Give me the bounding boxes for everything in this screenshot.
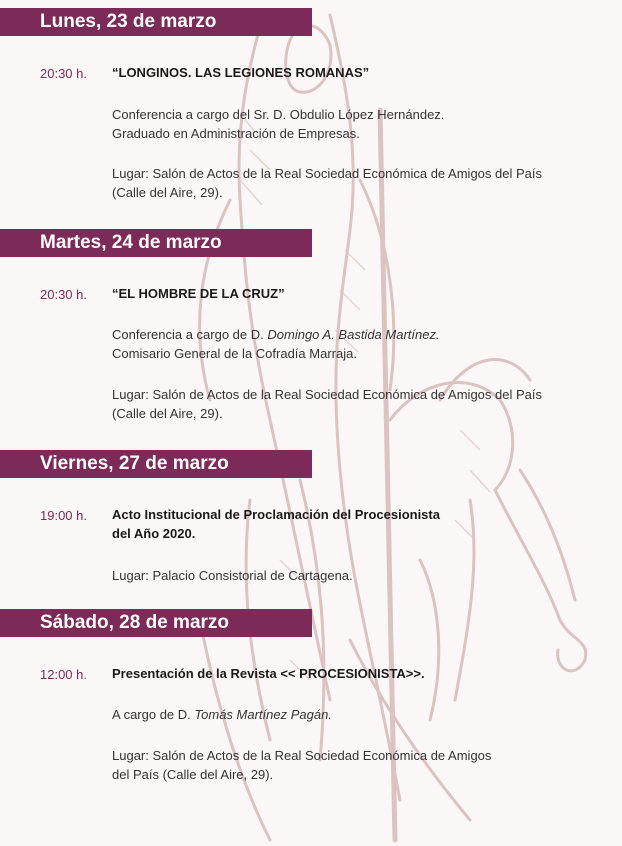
event-speaker <box>112 325 440 344</box>
event-speaker: Conferencia a cargo del Sr. D. Obdulio López Hernández. <box>112 107 445 122</box>
event-location: Lugar: Salón de Actos de la Real Sociedad Económica de Amigos <box>112 748 492 763</box>
day-header-lunes: Lunes, 23 de marzo <box>0 8 312 36</box>
event-speaker <box>112 705 332 724</box>
event-location-address: (Calle del Aire, 29). <box>112 185 223 200</box>
event-location: Lugar: Salón de Actos de la Real Sociedad Económica de Amigos del País <box>112 166 542 181</box>
event-time: 19:00 h. <box>40 508 87 523</box>
event-speaker-name: Domingo A. Bastida Martínez. <box>267 327 440 342</box>
event-title-continued: del Año 2020. <box>112 526 196 541</box>
day-header-martes: Martes, 24 de marzo <box>0 229 312 257</box>
event-location: Lugar: Salón de Actos de la Real Sociedad Económica de Amigos del País <box>112 387 542 402</box>
event-location: Lugar: Palacio Consistorial de Cartagena. <box>112 568 353 583</box>
event-speaker-prefix: Conferencia a cargo de D. <box>112 327 268 342</box>
event-title: “LONGINOS. LAS LEGIONES ROMANAS” <box>112 65 370 80</box>
event-speaker-name: Tomás Martínez Pagán. <box>194 707 332 722</box>
event-speaker-role: Comisario General de la Cofradía Marraja. <box>112 346 357 361</box>
event-speaker-role: Graduado en Administración de Empresas. <box>112 126 360 141</box>
event-title: Acto Institucional de Proclamación del Procesionista <box>112 507 440 522</box>
event-time: 12:00 h. <box>40 667 87 682</box>
event-time: 20:30 h. <box>40 287 87 302</box>
event-title: Presentación de la Revista << PROCESIONISTA>>. <box>112 666 425 681</box>
event-title: “EL HOMBRE DE LA CRUZ” <box>112 286 285 301</box>
day-header-viernes: Viernes, 27 de marzo <box>0 450 312 478</box>
event-speaker-prefix: A cargo de D. <box>112 707 195 722</box>
event-time: 20:30 h. <box>40 66 87 81</box>
day-header-sabado: Sábado, 28 de marzo <box>0 609 312 637</box>
event-location-address: del País (Calle del Aire, 29). <box>112 767 274 782</box>
event-location-address: (Calle del Aire, 29). <box>112 406 223 421</box>
